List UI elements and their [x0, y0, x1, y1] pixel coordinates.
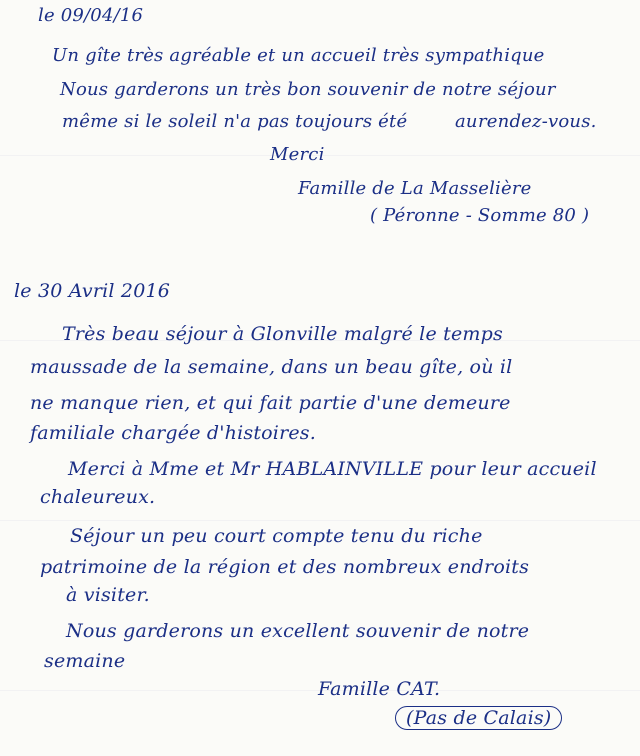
entry-line: même si le soleil n'a pas toujours été: [62, 111, 408, 132]
entry-thanks: Merci: [270, 144, 325, 165]
entry-line: Un gîte très agréable et un accueil très sympathique: [52, 45, 545, 66]
entry-line: maussade de la semaine, dans un beau gîte, où il: [30, 356, 513, 378]
entry-line: Très beau séjour à Glonville malgré le temps: [62, 323, 503, 345]
entry-signature: Famille CAT.: [318, 678, 441, 700]
entry-location: ( Péronne - Somme 80 ): [370, 205, 590, 226]
entry-line: chaleureux.: [40, 486, 156, 508]
entry-signature: Famille de La Masselière: [298, 178, 532, 199]
guestbook-entry-1: [0, 0, 640, 226]
entry-date: le 30 Avril 2016: [14, 280, 171, 302]
entry-line: Nous garderons un excellent souvenir de notre: [66, 620, 530, 642]
entry-line: Séjour un peu court compte tenu du riche: [70, 525, 483, 547]
entry-line: à visiter.: [66, 584, 150, 606]
entry-date: le 09/04/16: [38, 5, 144, 26]
insertion-mark: au: [455, 111, 478, 132]
entry-location: (Pas de Calais): [395, 706, 562, 730]
entry-line: Nous garderons un très bon souvenir de notre séjour: [60, 79, 556, 100]
entry-line: Merci à Mme et Mr HABLAINVILLE pour leur accueil: [68, 458, 597, 480]
entry-line: rendez-vous.: [478, 111, 597, 132]
entry-line: familiale chargée d'histoires.: [30, 422, 316, 444]
entry-line: ne manque rien, et qui fait partie d'une demeure: [30, 392, 511, 414]
bleed-through-line: [0, 520, 640, 521]
entry-line: patrimoine de la région et des nombreux endroits: [40, 556, 530, 578]
entry-line: semaine: [44, 650, 126, 672]
